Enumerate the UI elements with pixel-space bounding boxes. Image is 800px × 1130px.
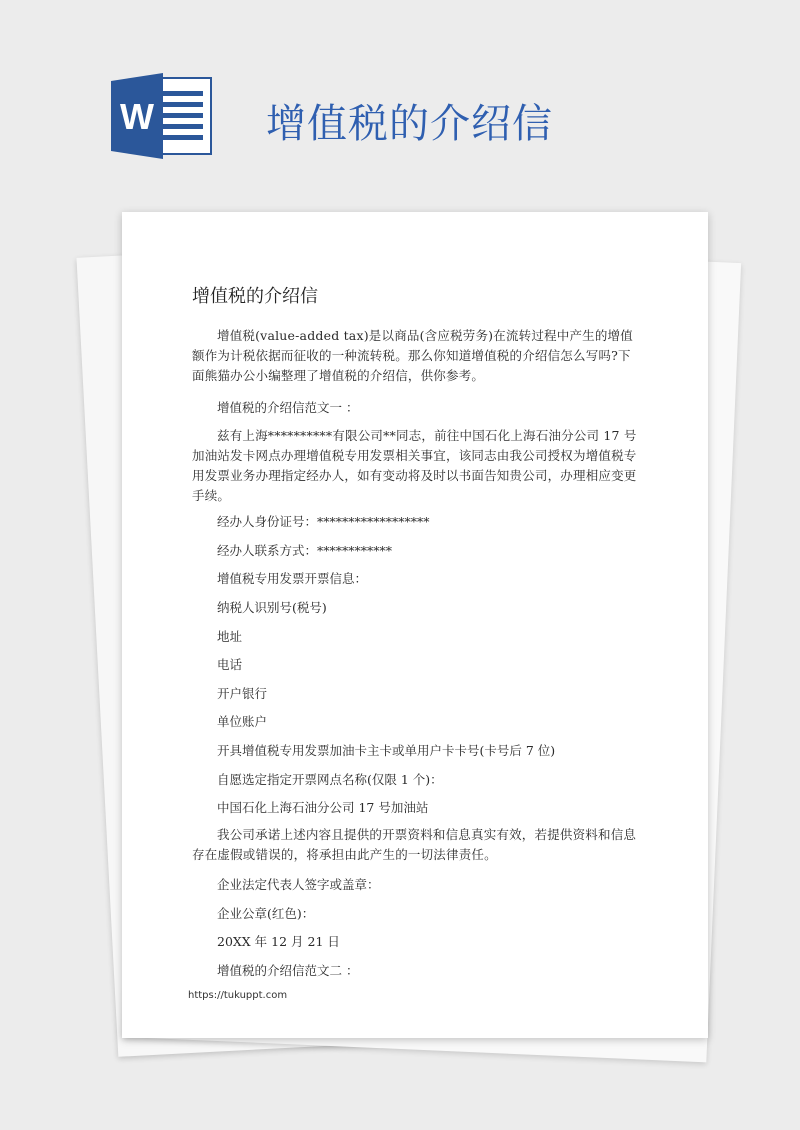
outlet-name-line: 自愿选定指定开票网点名称(仅限 1 个)：: [217, 772, 443, 787]
bank-line: 开户银行: [217, 686, 268, 701]
invoice-info-line: 增值税专用发票开票信息：: [217, 571, 368, 586]
document-title: 增值税的介绍信: [192, 286, 318, 307]
outlet-line: 中国石化上海石油分公司 17 号加油站: [217, 800, 429, 815]
footer-link[interactable]: https://tukuppt.com: [188, 990, 288, 1001]
phone-line: 电话: [217, 657, 243, 672]
seal-line: 企业公章(红色)：: [217, 906, 315, 921]
sample1-heading: 增值税的介绍信范文一 ：: [217, 400, 359, 415]
document-page: [122, 212, 708, 1038]
card-number-line: 开具增值税专用发票加油卡主卡或单用户卡卡号(卡号后 7 位): [217, 743, 556, 758]
address-line: 地址: [217, 629, 243, 644]
taxpayer-id-line: 纳税人识别号(税号): [217, 600, 327, 615]
legal-rep-line: 企业法定代表人签字或盖章：: [217, 877, 380, 892]
word-logo-icon: [111, 73, 213, 159]
id-number-line: 经办人身份证号：******************: [217, 514, 430, 529]
intro-paragraph: 增值税(value-added tax)是以商品(含应税劳务)在流转过程中产生的增值额作为计税依据而征收的一种流转税。那么你知道增值税的介绍信怎么写吗?下面熊猫办公小编整理了增值税的介绍信，供你参考。: [192, 328, 633, 383]
account-line: 单位账户: [217, 714, 268, 729]
header-title: 增值税的介绍信: [266, 101, 553, 147]
body-paragraph: 兹有上海**********有限公司**同志，前往中国石化上海石油分公司 17 号加油站发卡网点办理增值税专用发票相关事宜，该同志由我公司授权为增值税专用发票业务办理指定经办人，如有变动将及时以书面告知贵公司，办理相应变更手续。: [192, 428, 637, 503]
contact-line: 经办人联系方式：************: [217, 543, 393, 558]
logo-letter: W: [120, 96, 154, 137]
sample2-heading: 增值税的介绍信范文二 ：: [217, 963, 359, 978]
commitment-paragraph: 我公司承诺上述内容且提供的开票资料和信息真实有效，若提供资料和信息存在虚假或错误的，将承担由此产生的一切法律责任。: [192, 827, 637, 862]
date-line: 20XX 年 12 月 21 日: [217, 934, 340, 949]
